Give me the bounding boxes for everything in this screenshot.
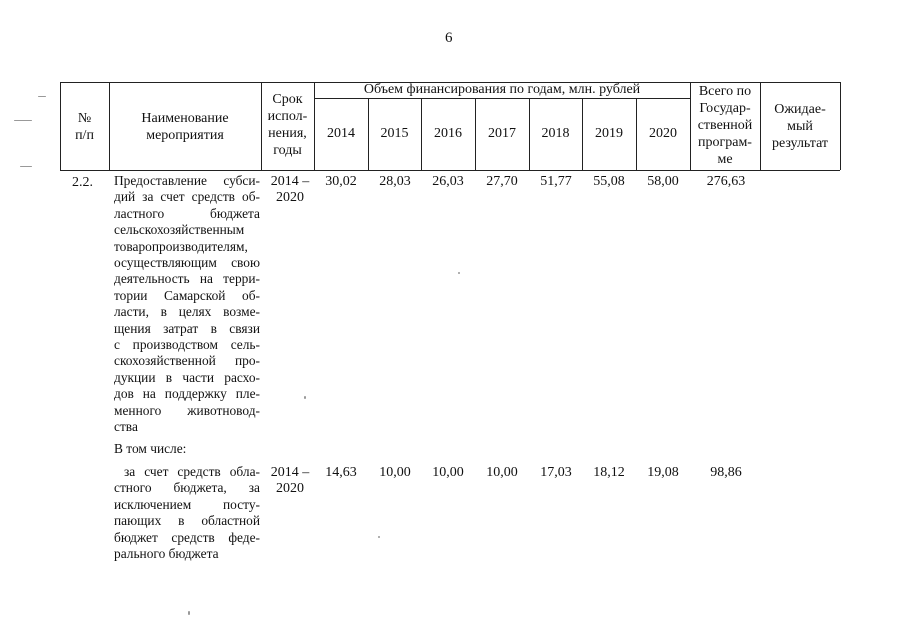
row-term: 2014 – 2020 [270,174,310,205]
header-num: № п/п [75,111,94,143]
scan-speck [378,536,380,538]
row-description: Предоставление субси- дий за счет средств об- ластного бюджета сельскохозяйственным товаропроизводителям, осуществляющим свою деятельность на терри- тории Самарской об- ласти, в целях возме- щения затрат в связи с производством сель- скохозяйственной про- дукции в части расхо- дов на поддержку пле- менного животновод- ства [114,173,260,435]
scan-speck [14,120,32,121]
funding-group-divider [314,98,690,99]
header-year-2016: 2016 [434,126,462,141]
row-description: за счет средств обла- стного бюджета, за исключением посту- пающих в областной бюджет средств феде- рального бюджета [114,464,260,562]
header-bottom-border [60,170,840,171]
scan-speck [304,396,306,399]
header-year-2014: 2014 [327,126,355,141]
scan-speck [188,611,190,615]
value-2014: 14,63 [325,465,357,480]
row-term: 2014 – 2020 [270,465,310,496]
value-2016: 10,00 [432,465,464,480]
value-2020: 19,08 [647,465,679,480]
value-2017: 10,00 [486,465,518,480]
page-number: 6 [445,30,453,46]
header-year-2019: 2019 [595,126,623,141]
header-year-2017: 2017 [488,126,516,141]
header-total: Всего по Государ- ственной програм- ме [697,84,753,167]
header-year-2018: 2018 [541,126,570,141]
header-name: Наименование мероприятия [141,111,229,143]
value-2018: 17,03 [540,465,572,480]
scan-speck [38,96,46,97]
value-total: 98,86 [710,465,742,480]
row-description: В том числе: [114,441,187,456]
value-2019: 55,08 [593,174,625,189]
scan-speck [458,272,460,274]
value-2015: 28,03 [379,174,411,189]
header-year-2020: 2020 [649,126,677,141]
value-2019: 18,12 [593,465,625,480]
header-funding-group: Объем финансирования по годам, млн. рублей [363,82,641,97]
value-2020: 58,00 [647,174,679,189]
scan-speck [20,166,32,167]
header-result: Ожидае- мый результат [771,102,829,151]
row-number: 2.2. [72,175,93,190]
value-2016: 26,03 [432,174,464,189]
header-year-2015: 2015 [380,126,409,141]
col-line-12 [840,82,841,170]
value-2015: 10,00 [379,465,411,480]
value-2017: 27,70 [486,174,518,189]
value-2014: 30,02 [325,174,357,189]
value-2018: 51,77 [540,174,572,189]
value-total: 276,63 [706,174,746,189]
header-term: Срок испол- нения, годы [267,92,308,158]
